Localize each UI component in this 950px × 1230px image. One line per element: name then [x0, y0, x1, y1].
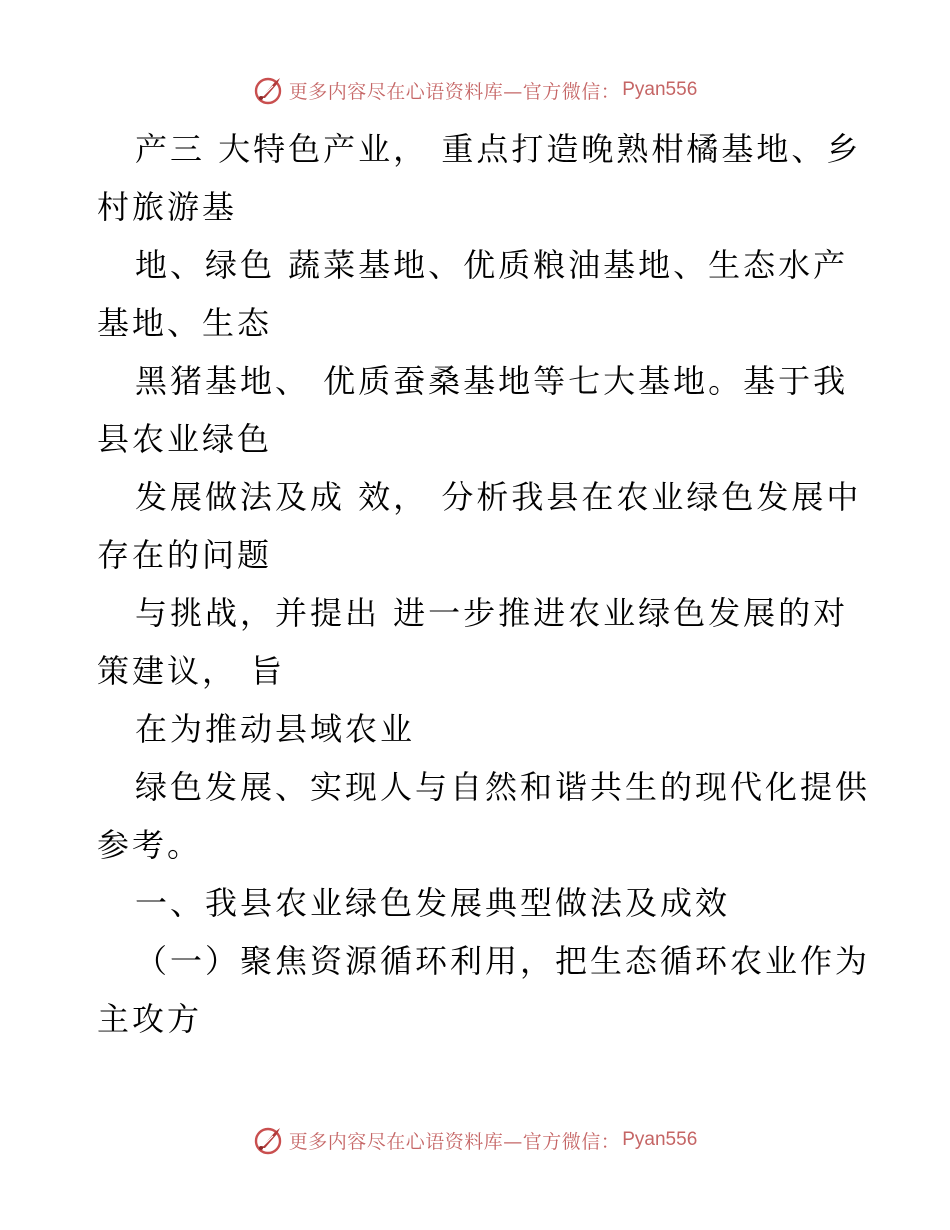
- text-line: 村旅游基: [97, 188, 238, 226]
- text-line: 策建议， 旨: [97, 652, 286, 690]
- text-line: 参考。: [97, 826, 203, 864]
- text-line: 县农业绿色: [97, 420, 273, 458]
- header-banner-text: 更多内容尽在心语资料库—官方微信：: [288, 80, 621, 103]
- text-line: 主攻方: [97, 1000, 203, 1038]
- text-line: 绿色发展、实现人与自然和谐共生的现代化提供: [135, 768, 871, 806]
- text-line: 产三 大特色产业， 重点打造晚熟柑橘基地、乡: [135, 130, 862, 168]
- footer-banner-text: 更多内容尽在心语资料库—官方微信：: [288, 1130, 621, 1153]
- text-line: 黑猪基地、 优质蚕桑基地等七大基地。基于我: [135, 362, 849, 400]
- footer-banner-handle: Pyan556: [622, 1129, 698, 1150]
- header-watermark-banner: [0, 70, 950, 110]
- section-heading: 一、我县农业绿色发展典型做法及成效: [135, 884, 731, 922]
- text-line: 基地、生态: [97, 304, 273, 342]
- text-line: 发展做法及成 效， 分析我县在农业绿色发展中: [135, 478, 862, 516]
- feather-pen-logo-icon: [253, 74, 285, 106]
- document-body: [97, 120, 871, 1048]
- text-line: 存在的问题: [97, 536, 273, 574]
- feather-pen-logo-icon: [253, 1124, 285, 1156]
- subsection-heading: （一）聚焦资源循环利用，把生态循环农业作为: [135, 942, 871, 980]
- header-banner-handle: Pyan556: [622, 79, 698, 100]
- footer-watermark-banner: [0, 1120, 950, 1160]
- text-line: 地、绿色 蔬菜基地、优质粮油基地、生态水产: [135, 246, 849, 284]
- text-line: 与挑战，并提出 进一步推进农业绿色发展的对: [135, 594, 849, 632]
- text-line: 在为推动县域农业: [135, 710, 416, 748]
